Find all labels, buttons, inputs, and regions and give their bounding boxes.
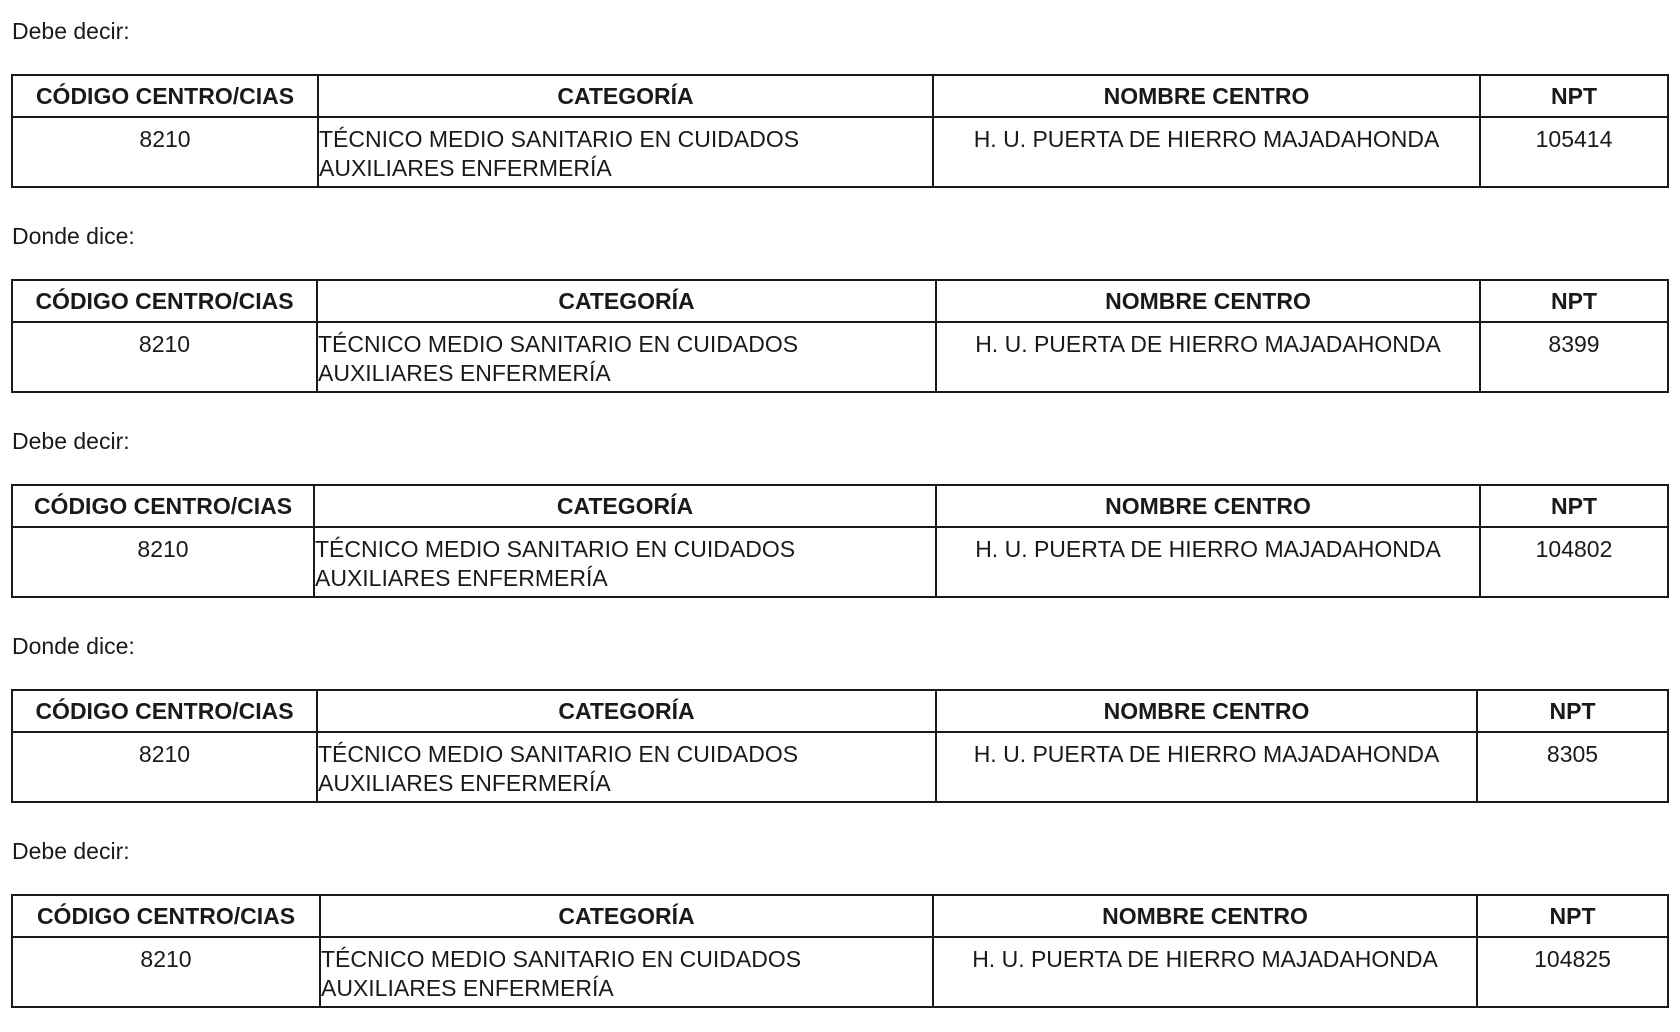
table-row <box>12 732 1668 802</box>
cell-category: TÉCNICO MEDIO SANITARIO EN CUIDADOS AUXILIARES ENFERMERÍA <box>320 937 933 1007</box>
position-table <box>11 894 1669 1008</box>
section-heading: Debe decir: <box>12 838 130 864</box>
table-header-row <box>12 485 1668 527</box>
cell-category: TÉCNICO MEDIO SANITARIO EN CUIDADOS AUXILIARES ENFERMERÍA <box>317 322 936 392</box>
cell-center-name: H. U. PUERTA DE HIERRO MAJADAHONDA <box>936 732 1477 802</box>
correction-section <box>11 633 1667 796</box>
table-header-row <box>12 280 1668 322</box>
cell-center-name: H. U. PUERTA DE HIERRO MAJADAHONDA <box>933 937 1477 1007</box>
header-npt: NPT <box>1477 690 1668 732</box>
table-header-row <box>12 75 1668 117</box>
header-category: CATEGORÍA <box>320 895 933 937</box>
header-npt: NPT <box>1480 485 1668 527</box>
table-row <box>12 117 1668 187</box>
header-center-name: NOMBRE CENTRO <box>936 690 1477 732</box>
header-category: CATEGORÍA <box>317 280 936 322</box>
table-row <box>12 527 1668 597</box>
table-row <box>12 937 1668 1007</box>
header-code: CÓDIGO CENTRO/CIAS <box>12 280 317 322</box>
correction-section <box>11 838 1667 1001</box>
section-heading: Debe decir: <box>12 18 130 44</box>
section-heading: Donde dice: <box>12 633 135 659</box>
table-row <box>12 322 1668 392</box>
cell-code: 8210 <box>12 527 314 597</box>
cell-code: 8210 <box>12 732 317 802</box>
correction-section <box>11 223 1667 386</box>
cell-code: 8210 <box>12 937 320 1007</box>
cell-category: TÉCNICO MEDIO SANITARIO EN CUIDADOS AUXILIARES ENFERMERÍA <box>317 732 936 802</box>
cell-npt: 104802 <box>1480 527 1668 597</box>
header-npt: NPT <box>1480 280 1668 322</box>
header-code: CÓDIGO CENTRO/CIAS <box>12 75 318 117</box>
section-heading: Donde dice: <box>12 223 135 249</box>
cell-center-name: H. U. PUERTA DE HIERRO MAJADAHONDA <box>933 117 1480 187</box>
header-code: CÓDIGO CENTRO/CIAS <box>12 895 320 937</box>
cell-center-name: H. U. PUERTA DE HIERRO MAJADAHONDA <box>936 527 1480 597</box>
position-table <box>11 484 1669 598</box>
header-code: CÓDIGO CENTRO/CIAS <box>12 690 317 732</box>
cell-center-name: H. U. PUERTA DE HIERRO MAJADAHONDA <box>936 322 1480 392</box>
table-header-row <box>12 690 1668 732</box>
header-center-name: NOMBRE CENTRO <box>933 895 1477 937</box>
cell-category: TÉCNICO MEDIO SANITARIO EN CUIDADOS AUXILIARES ENFERMERÍA <box>314 527 936 597</box>
cell-code: 8210 <box>12 322 317 392</box>
cell-npt: 105414 <box>1480 117 1668 187</box>
header-category: CATEGORÍA <box>318 75 933 117</box>
cell-npt: 104825 <box>1477 937 1668 1007</box>
position-table <box>11 74 1669 188</box>
cell-category: TÉCNICO MEDIO SANITARIO EN CUIDADOS AUXILIARES ENFERMERÍA <box>318 117 933 187</box>
header-center-name: NOMBRE CENTRO <box>933 75 1480 117</box>
header-category: CATEGORÍA <box>317 690 936 732</box>
header-center-name: NOMBRE CENTRO <box>936 280 1480 322</box>
cell-code: 8210 <box>12 117 318 187</box>
header-code: CÓDIGO CENTRO/CIAS <box>12 485 314 527</box>
header-category: CATEGORÍA <box>314 485 936 527</box>
correction-section <box>11 18 1667 181</box>
cell-npt: 8305 <box>1477 732 1668 802</box>
position-table <box>11 689 1669 803</box>
table-header-row <box>12 895 1668 937</box>
position-table <box>11 279 1669 393</box>
header-center-name: NOMBRE CENTRO <box>936 485 1480 527</box>
cell-npt: 8399 <box>1480 322 1668 392</box>
section-heading: Debe decir: <box>12 428 130 454</box>
correction-section <box>11 428 1667 591</box>
header-npt: NPT <box>1480 75 1668 117</box>
header-npt: NPT <box>1477 895 1668 937</box>
